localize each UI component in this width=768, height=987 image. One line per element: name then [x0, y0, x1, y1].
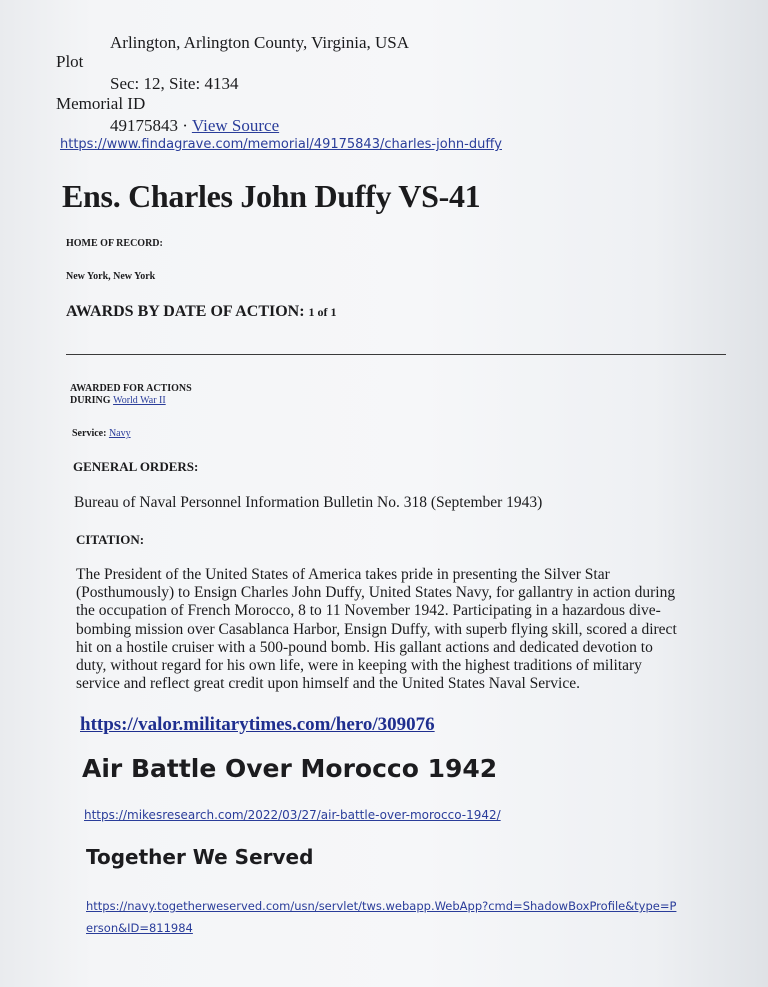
- home-of-record-label: HOME OF RECORD:: [66, 238, 163, 249]
- memorial-id-row: [110, 116, 279, 136]
- service-row: [72, 428, 131, 439]
- together-we-served-heading: Together We Served: [86, 845, 314, 869]
- awarded-line-2: DURING: [70, 395, 111, 406]
- world-war-ii-link[interactable]: World War II: [113, 395, 166, 406]
- view-source-link[interactable]: View Source: [191, 116, 280, 135]
- mikesresearch-url[interactable]: https://mikesresearch.com/2022/03/27/air-battle-over-morocco-1942/: [84, 808, 501, 822]
- citation-line: the occupation of French Morocco, 8 to 11 November 1942. Participating in a hazardous dive-: [76, 602, 661, 620]
- plot-value: Sec: 12, Site: 4134: [110, 74, 239, 93]
- citation-text: [76, 566, 740, 693]
- citation-label: CITATION:: [76, 532, 145, 547]
- valor-url[interactable]: https://valor.militarytimes.com/hero/309076: [80, 714, 435, 735]
- page-title: Ens. Charles John Duffy VS-41: [62, 178, 481, 214]
- findagrave-url[interactable]: https://www.findagrave.com/memorial/49175843/charles-john-duffy: [60, 137, 502, 152]
- memorial-location: Arlington, Arlington County, Virginia, USA: [110, 33, 410, 52]
- citation-line: hit on a hostile cruiser with a 500-pound bomb. His gallant actions and dedicated devotion to: [76, 638, 653, 656]
- citation-line: (Posthumously) to Ensign Charles John Duffy, United States Navy, for gallantry in action during: [76, 584, 676, 602]
- general-orders-label: GENERAL ORDERS:: [73, 459, 199, 474]
- service-label: Service:: [72, 428, 107, 439]
- plot-label: Plot: [56, 52, 84, 71]
- awarded-for-actions: [70, 383, 192, 407]
- citation-line: duty, without regard for his own life, were in keeping with the highest traditions of military: [76, 657, 642, 675]
- general-orders-value: Bureau of Naval Personnel Information Bulletin No. 318 (September 1943): [74, 494, 543, 511]
- section-divider: [66, 354, 726, 355]
- awarded-line-2-row: [70, 395, 192, 407]
- service-navy-link[interactable]: Navy: [108, 428, 131, 439]
- home-of-record-value: New York, New York: [66, 271, 156, 282]
- memorial-id-label: Memorial ID: [56, 94, 146, 113]
- togetherweserved-url[interactable]: [86, 895, 676, 939]
- awards-count: 1 of 1: [308, 305, 337, 319]
- memorial-id-value: 49175843 ·: [110, 116, 188, 135]
- air-battle-heading: Air Battle Over Morocco 1942: [82, 754, 498, 783]
- awards-label: AWARDS BY DATE OF ACTION:: [66, 303, 305, 320]
- togetherweserved-url-line-1[interactable]: https://navy.togetherweserved.com/usn/servlet/tws.webapp.WebApp?cmd=ShadowBoxProfile&type=P: [86, 899, 677, 913]
- togetherweserved-url-line-2[interactable]: erson&ID=811984: [86, 921, 193, 935]
- citation-line: The President of the United States of America takes pride in presenting the Silver Star: [76, 566, 610, 583]
- citation-line: bombing mission over Casablanca Harbor, Ensign Duffy, with superb flying skill, scored a direct: [76, 620, 677, 638]
- citation-line: service and reflect great credit upon himself and the United States Naval Service.: [76, 675, 580, 693]
- awards-heading: [66, 303, 337, 321]
- awarded-line-1: AWARDED FOR ACTIONS: [70, 383, 192, 394]
